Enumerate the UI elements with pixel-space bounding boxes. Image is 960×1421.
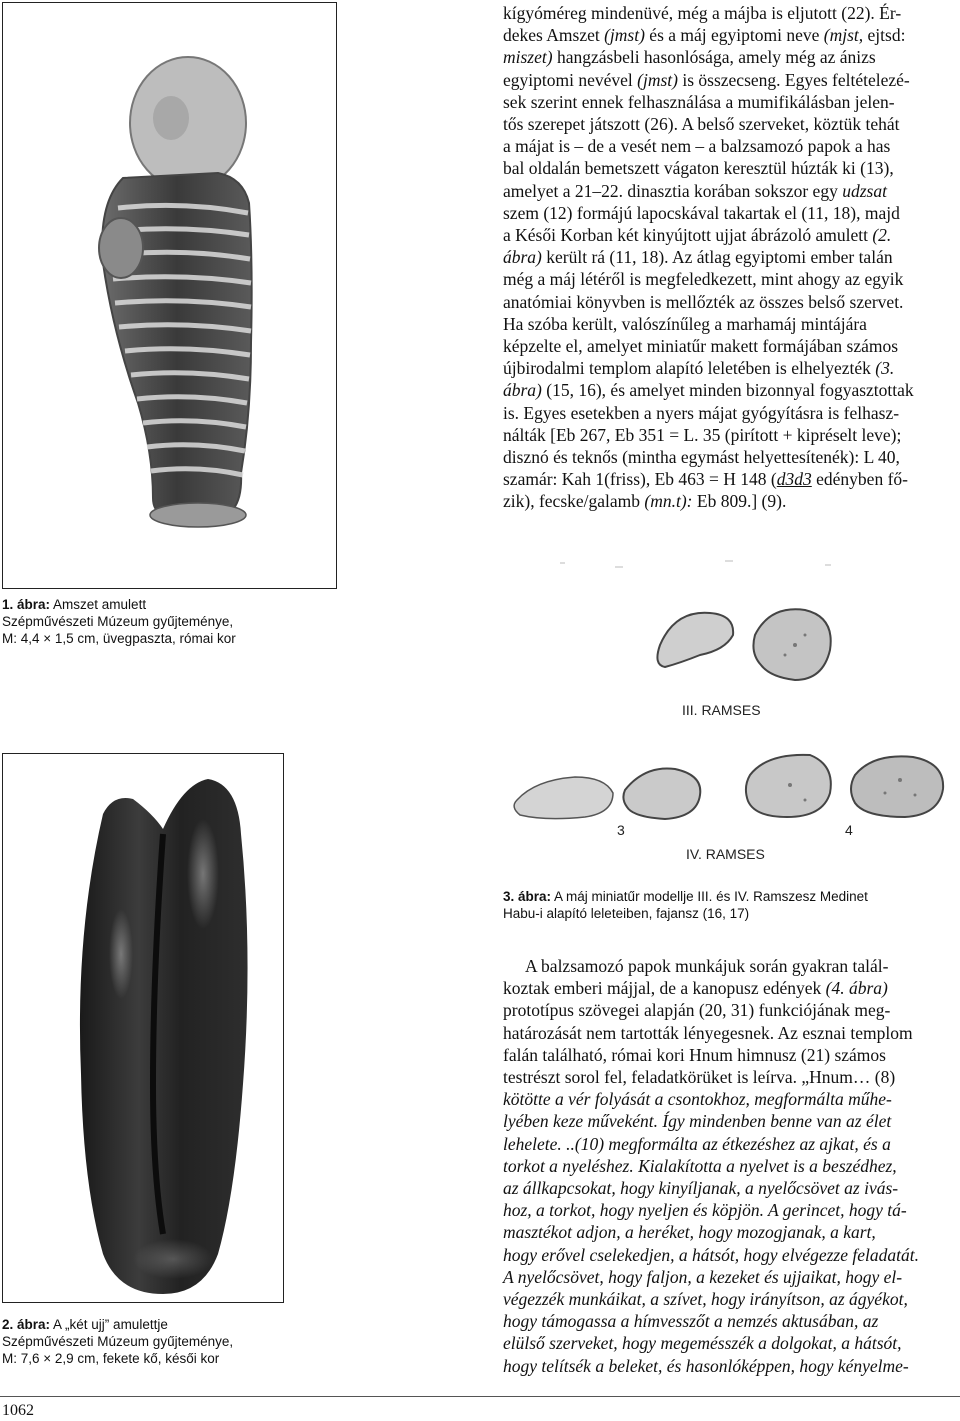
text-line: bal oldalán bemetszett vágaton keresztül húzták ki (13), <box>503 158 894 179</box>
figure-3-caption <box>503 888 943 922</box>
text-line: prototípus szövegei alapján (20, 31) funkciójának meg- <box>503 1000 891 1021</box>
figure-2-dimensions: M: 7,6 × 2,9 cm, fekete kő, késői kor <box>2 1351 220 1366</box>
text-line: elülső szerveket, hogy megemésszék a dolgokat, a hátsót, <box>503 1333 902 1354</box>
text-line: kígyóméreg mindenüvé, még a májba is eljutott (22). Ér- <box>503 3 902 23</box>
text-line: egyiptomi nevével (jmst) is összecseng. Egyes feltételezé- <box>503 69 910 90</box>
body-text-top <box>503 2 955 513</box>
text-line: falán található, római kori Hnum himnusz (21) számos <box>503 1044 886 1065</box>
text-line: A nyelőcsövet, hogy faljon, a kezeket és ujjaikat, hogy el- <box>503 1266 903 1287</box>
liver-model-ramses3-right <box>753 609 830 680</box>
text-line: szem (12) formájú lapocskával takartak el (11, 18), majd <box>503 202 900 223</box>
figure-2-title: A „két ujj” amulettje <box>50 1317 168 1332</box>
text-line: masztékot adjon, a heréket, hogy mozogjanak, a kart, <box>503 1222 876 1243</box>
figure-1-dimensions: M: 4,4 × 1,5 cm, üvegpaszta, római kor <box>2 631 236 646</box>
text-line: testrészt sorol fel, feladatkörüket is leírva. „Hnum… (8) <box>503 1067 896 1088</box>
text-line: anatómiai könyvben is mellőzték az összes belső szervet. <box>503 291 904 312</box>
text-line: ábra) (15, 16), és amelyet minden bizonnyal fogyasztottak <box>503 380 914 401</box>
label-ramses-3: III. RAMSES <box>682 702 761 718</box>
text-line: Ha szóba került, valószínűleg a marhamáj mintájára <box>503 313 867 334</box>
text-line: is. Egyes esetekben a nyers májat gyógyításra is felhasz- <box>503 402 900 423</box>
figure-1-collection: Szépművészeti Múzeum gyűjteménye, <box>2 614 234 629</box>
text-line: hoz, a torkot, hogy nyeljen és köpjön. A gerincet, hogy tá- <box>503 1200 907 1221</box>
text-line: még a máj létéről is megfeledkezett, mint ahogy az egyik <box>503 269 904 290</box>
text-line: az állkapcsokat, hogy kinyíljanak, a nyelőcsövet az ivás- <box>503 1178 899 1199</box>
text-line: ábra) került rá (11, 18). Az átlag egyiptomi ember talán <box>503 247 893 268</box>
text-line: határozását nem tartották lényegesnek. Az esznai templom <box>503 1022 913 1043</box>
label-number-3: 3 <box>617 822 625 838</box>
text-line: lyében keze műveként. Így mindenben benne van az élet <box>503 1111 892 1132</box>
text-line: zik), fecske/galamb (mn.t): Eb 809.] (9). <box>503 491 787 512</box>
figure-1-photo <box>2 2 337 589</box>
text-line: a májat is – de a vesét nem – a balzsamozó papok a has <box>503 136 891 157</box>
text-line: tős szerepet játszott (26). A belső szerveket, köztük tehát <box>503 114 900 135</box>
two-finger-amulet-image <box>3 754 283 1302</box>
text-line: újbirodalmi templom alapító leletében is elhelyezték (3. <box>503 358 895 379</box>
text-line: disznó és teknős (mintha egymást helyettesítenék): L 40, <box>503 447 900 468</box>
figure-2-caption <box>2 1316 302 1367</box>
figure-1-label: 1. ábra: <box>2 597 51 612</box>
footer-divider <box>0 1396 960 1397</box>
text-line: hogy telítsék a beleket, és hasonlóképpen, hogy kényelme- <box>503 1355 909 1376</box>
figure-3-label: 3. ábra: <box>503 889 552 904</box>
figure-3-title: A máj miniatűr modellje III. és IV. Ramszesz Medinet <box>551 889 868 904</box>
figure-1-caption <box>2 596 302 647</box>
text-line: lehelete. ..(10) megformálta az étkezéshez az ajkat, és a <box>503 1133 891 1154</box>
amszet-amulet-image <box>3 3 336 588</box>
text-line: koztak emberi májjal, de a kanopusz edények (4. ábra) <box>503 978 888 999</box>
text-line: képzelte el, amelyet miniatűr makett formájában számos <box>503 336 899 357</box>
page-number: 1062 <box>2 1402 34 1419</box>
text-line: miszet) hangzásbeli hasonlósága, amely még az ánizs <box>503 47 876 68</box>
text-line: kötötte a vér folyását a csontokhoz, megformálta műhe- <box>503 1089 892 1110</box>
body-text-bottom <box>503 955 955 1377</box>
text-line: torkot a nyeléshez. Kialakította a nyelvet is a beszédhez, <box>503 1155 897 1176</box>
text-line: dekes Amszet (jmst) és a máj egyiptomi neve (mjst, ejtsd: <box>503 25 906 46</box>
figure-2-photo <box>2 753 284 1303</box>
figure-2-collection: Szépművészeti Múzeum gyűjteménye, <box>2 1334 234 1349</box>
text-line: amelyet a 21–22. dinasztia korában sokszor egy udzsat <box>503 180 887 201</box>
text-line: hogy erővel cselekedjen, a hátsót, hogy elvégezze feladatát. <box>503 1244 919 1265</box>
figure-3-detail: Habu-i alapító leleteiben, fajansz (16, 17) <box>503 906 750 921</box>
label-number-4: 4 <box>845 822 853 838</box>
liver-model-ramses4-4 <box>851 756 943 817</box>
text-line: nálták [Eb 267, Eb 351 = L. 35 (pirított + kipréselt leve); <box>503 424 902 445</box>
text-line: sek szerint ennek felhasználása a mumifikálásban jelen- <box>503 91 895 112</box>
figure-2-label: 2. ábra: <box>2 1317 51 1332</box>
label-ramses-4: IV. RAMSES <box>686 846 765 862</box>
text-line: A balzsamozó papok munkájuk során gyakran talál- <box>525 956 889 976</box>
text-line: a Késői Korban két kinyújtott ujjat ábrázoló amulett (2. <box>503 225 892 246</box>
text-line: szamár: Kah 1(friss), Eb 463 = H 148 (d3d3 edényben fő- <box>503 469 908 490</box>
text-line: végezzék munkáikat, a szívet, hogy irányítson, az ágyékot, <box>503 1289 908 1310</box>
figure-1-title: Amszet amulett <box>50 597 147 612</box>
text-line: hogy támogassa a hímvesszőt a nemzés aktusában, az <box>503 1311 879 1332</box>
